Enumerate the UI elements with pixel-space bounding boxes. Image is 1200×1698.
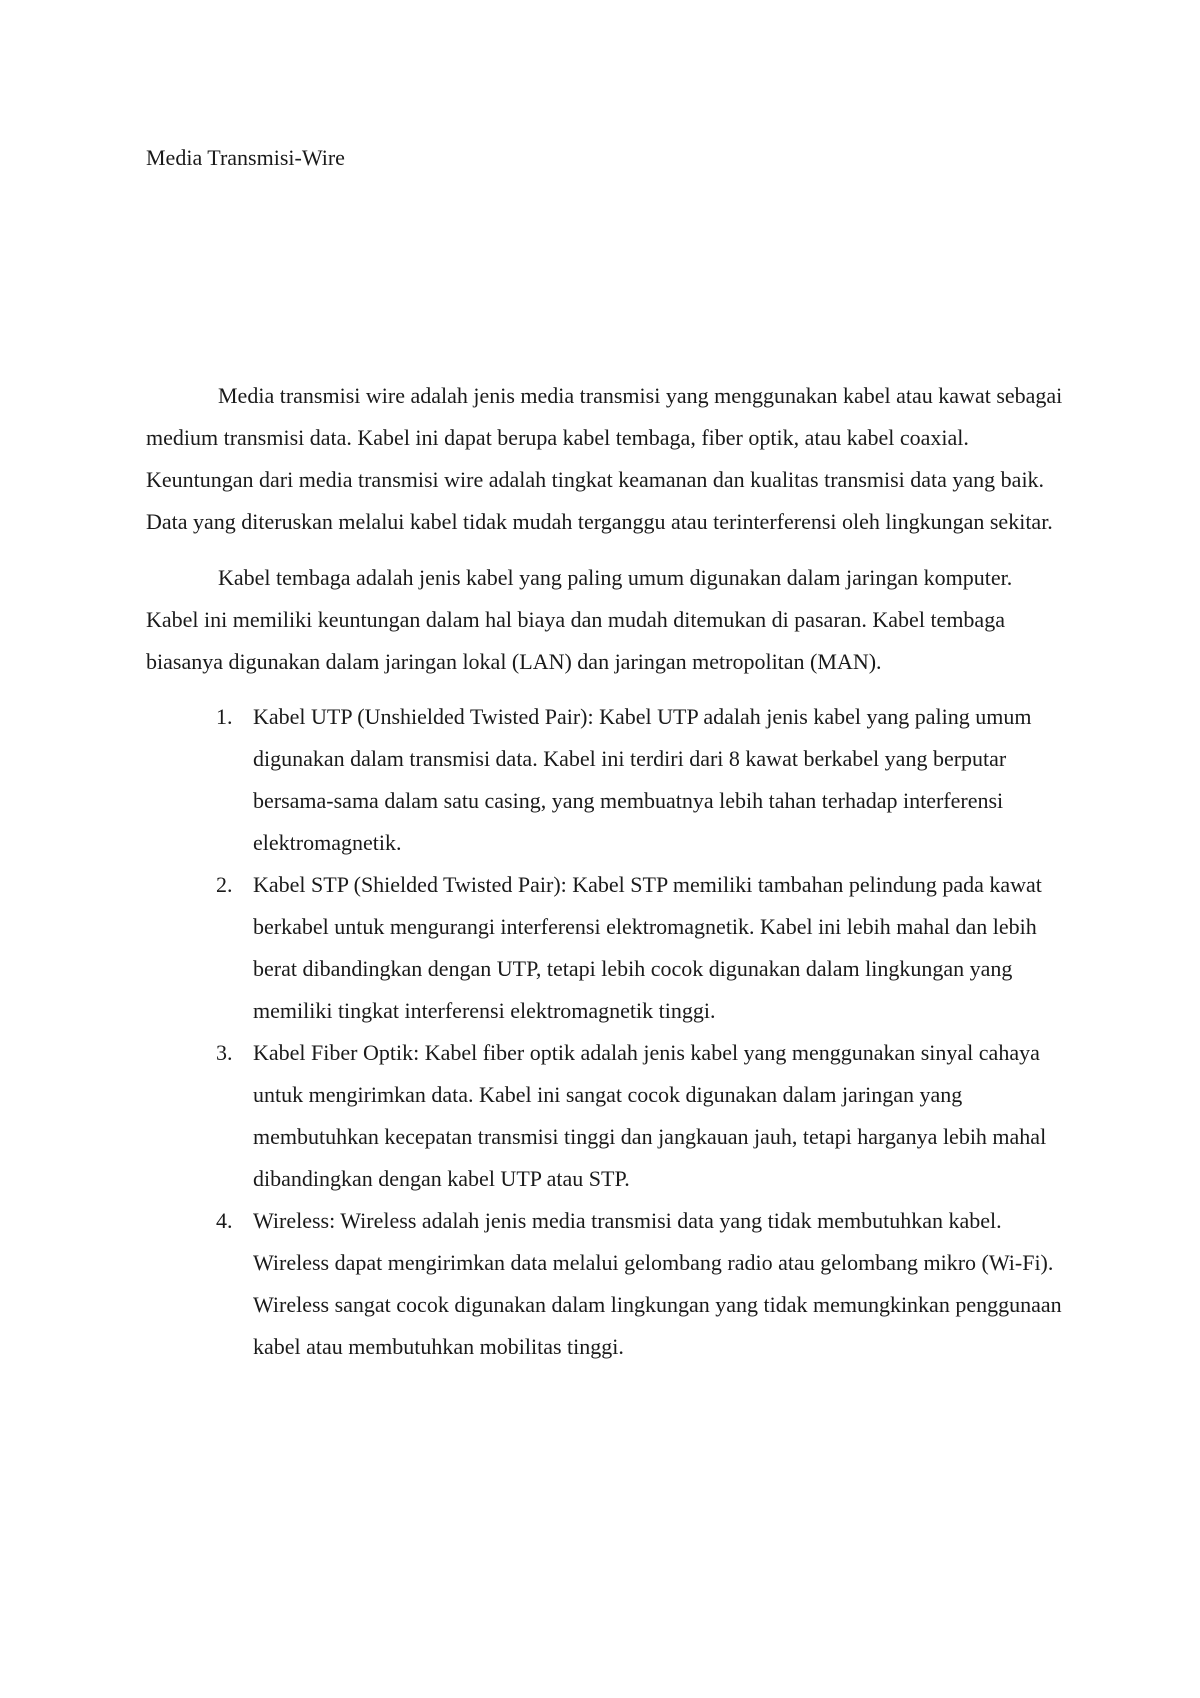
list-item-number: 2.: [216, 872, 233, 897]
list-item-number: 1.: [216, 704, 233, 729]
list-item: [146, 1200, 1066, 1368]
list-item-number: 3.: [216, 1040, 233, 1065]
document-title: Media Transmisi-Wire: [146, 145, 345, 170]
list-item: [146, 864, 1066, 1032]
cable-type-list: [146, 696, 1066, 1368]
list-item-number: 4.: [216, 1208, 233, 1233]
list-item-text: Kabel Fiber Optik: Kabel fiber optik adalah jenis kabel yang menggunakan sinyal cahaya untuk mengirimkan data. Kabel ini sangat cocok digunakan dalam jaringan yang membutuhkan kecepatan transmisi tinggi dan jangkauan jauh, tetapi harganya lebih mahal dibandingkan dengan kabel UTP atau STP.: [253, 1040, 1047, 1191]
intro-paragraph: Media transmisi wire adalah jenis media transmisi yang menggunakan kabel atau kawat sebagai medium transmisi data. Kabel ini dapat berupa kabel tembaga, fiber optik, atau kabel coaxial. Keuntungan dari media transmisi wire adalah tingkat keamanan dan kualitas transmisi data yang baik. Data yang diteruskan melalui kabel tidak mudah terganggu atau terinterferensi oleh lingkungan sekitar.: [146, 383, 1063, 534]
copper-cable-paragraph: Kabel tembaga adalah jenis kabel yang paling umum digunakan dalam jaringan komputer. Kabel ini memiliki keuntungan dalam hal biaya dan mudah ditemukan di pasaran. Kabel tembaga biasanya digunakan dalam jaringan lokal (LAN) dan jaringan metropolitan (MAN).: [146, 565, 1013, 674]
list-item-text: Wireless: Wireless adalah jenis media transmisi data yang tidak membutuhkan kabel. Wireless dapat mengirimkan data melalui gelombang radio atau gelombang mikro (Wi-Fi). Wireless sangat cocok digunakan dalam lingkungan yang tidak memungkinkan penggunaan kabel atau membutuhkan mobilitas tinggi.: [253, 1208, 1062, 1359]
document-body: [146, 375, 1066, 1369]
list-item: [146, 1032, 1066, 1200]
list-item: [146, 696, 1066, 864]
list-item-text: Kabel UTP (Unshielded Twisted Pair): Kabel UTP adalah jenis kabel yang paling umum digunakan dalam transmisi data. Kabel ini terdiri dari 8 kawat berkabel yang berputar bersama-sama dalam satu casing, yang membuatnya lebih tahan terhadap interferensi elektromagnetik.: [253, 704, 1032, 855]
list-item-text: Kabel STP (Shielded Twisted Pair): Kabel STP memiliki tambahan pelindung pada kawat berkabel untuk mengurangi interferensi elektromagnetik. Kabel ini lebih mahal dan lebih berat dibandingkan dengan UTP, tetapi lebih cocok digunakan dalam lingkungan yang memiliki tingkat interferensi elektromagnetik tinggi.: [253, 872, 1042, 1023]
